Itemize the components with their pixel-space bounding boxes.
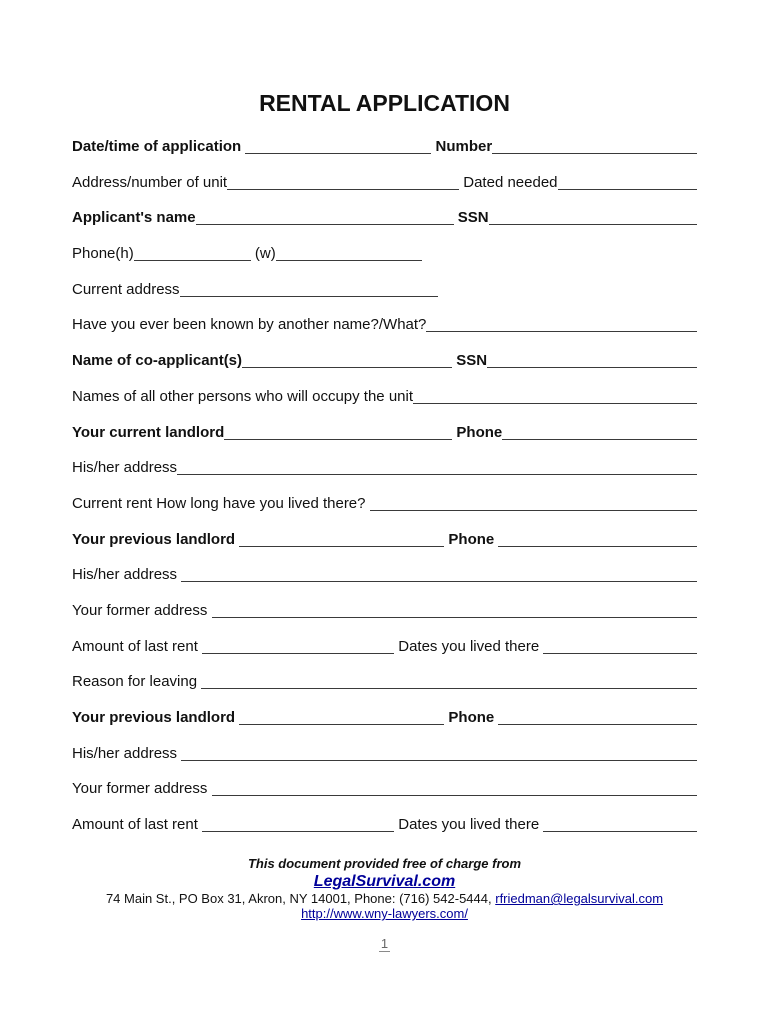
field-label: Date/time of application xyxy=(72,138,246,155)
fill-in-line[interactable] xyxy=(370,510,697,511)
field-label: SSN xyxy=(452,352,488,370)
form-row xyxy=(72,565,697,584)
fill-in-line[interactable] xyxy=(181,760,697,761)
field-label: His/her address xyxy=(72,566,182,584)
form-row xyxy=(72,351,697,370)
fill-in-line[interactable] xyxy=(245,153,431,154)
field-label: Name of co-applicant(s) xyxy=(72,352,243,370)
field-label: Address/number of unit xyxy=(72,173,228,191)
form-fields xyxy=(72,137,697,834)
fill-in-line[interactable] xyxy=(196,224,454,225)
footer xyxy=(72,856,697,951)
form-row xyxy=(72,779,697,798)
form-row xyxy=(72,815,697,834)
footer-address-text: 74 Main St., PO Box 31, Akron, NY 14001, Phone: (716) 542-5444, xyxy=(105,891,496,907)
field-label: Dated needed xyxy=(459,173,558,191)
field-label: (w) xyxy=(250,245,276,263)
field-label: Phone xyxy=(452,423,503,441)
form-row xyxy=(72,530,697,549)
field-label: Phone(h) xyxy=(72,245,134,263)
field-label: His/her address xyxy=(72,744,182,762)
form-row xyxy=(72,315,697,334)
footer-provided-text: This document provided free of charge from xyxy=(247,856,522,872)
fill-in-line[interactable] xyxy=(543,831,697,832)
form-row xyxy=(72,173,697,192)
field-label: Reason for leaving xyxy=(72,673,202,691)
fill-in-line[interactable] xyxy=(177,474,697,475)
footer-site-line xyxy=(72,872,697,891)
fill-in-line[interactable] xyxy=(413,403,697,404)
page-number-container xyxy=(72,936,697,951)
fill-in-line[interactable] xyxy=(202,653,394,654)
field-label: Have you ever been known by another name?/What? xyxy=(72,316,427,334)
form-row xyxy=(72,708,697,727)
fill-in-line[interactable] xyxy=(242,367,452,368)
form-row xyxy=(72,494,697,513)
footer-contact-line xyxy=(72,891,697,906)
fill-in-line[interactable] xyxy=(134,260,251,261)
fill-in-line[interactable] xyxy=(487,367,697,368)
field-label: His/her address xyxy=(72,459,178,477)
fill-in-line[interactable] xyxy=(227,189,459,190)
form-row xyxy=(72,672,697,691)
field-label: Current rent How long have you lived there? xyxy=(72,494,370,512)
fill-in-line[interactable] xyxy=(212,795,697,796)
fill-in-line[interactable] xyxy=(202,831,394,832)
field-label: Applicant's name xyxy=(72,209,196,227)
form-row xyxy=(72,423,697,442)
fill-in-line[interactable] xyxy=(426,331,697,332)
field-label: Names of all other persons who will occupy the unit xyxy=(72,387,414,405)
form-row xyxy=(72,244,697,263)
form-row xyxy=(72,601,697,620)
form-row xyxy=(72,637,697,656)
fill-in-line[interactable] xyxy=(212,617,697,618)
footer-website-line xyxy=(72,906,697,921)
fill-in-line[interactable] xyxy=(201,688,697,689)
fill-in-line[interactable] xyxy=(180,296,438,297)
field-label: Your current landlord xyxy=(72,423,225,441)
field-label: SSN xyxy=(453,209,489,227)
field-label: Amount of last rent xyxy=(72,637,203,655)
fill-in-line[interactable] xyxy=(489,224,697,225)
field-label: Dates you lived there xyxy=(394,637,544,655)
field-label: Your former address xyxy=(72,601,212,619)
page-number: 1 xyxy=(380,936,389,952)
field-label: Amount of last rent xyxy=(72,816,203,834)
form-row xyxy=(72,387,697,406)
legalsurvival-link[interactable]: LegalSurvival.com xyxy=(313,873,456,891)
field-label: Phone xyxy=(444,709,499,726)
fill-in-line[interactable] xyxy=(558,189,697,190)
form-row xyxy=(72,280,697,299)
field-label: Dates you lived there xyxy=(394,816,544,834)
form-row xyxy=(72,458,697,477)
fill-in-line[interactable] xyxy=(181,581,697,582)
field-label: Phone xyxy=(444,530,499,548)
field-label: Number xyxy=(431,138,493,155)
field-label: Current address xyxy=(72,280,180,298)
fill-in-line[interactable] xyxy=(492,153,697,154)
fill-in-line[interactable] xyxy=(224,439,452,440)
fill-in-line[interactable] xyxy=(498,546,697,547)
fill-in-line[interactable] xyxy=(239,546,444,547)
fill-in-line[interactable] xyxy=(502,439,697,440)
form-row xyxy=(72,208,697,227)
fill-in-line[interactable] xyxy=(239,724,444,725)
fill-in-line[interactable] xyxy=(498,724,697,725)
email-link[interactable]: rfriedman@legalsurvival.com xyxy=(495,891,664,907)
field-label: Your former address xyxy=(72,780,212,798)
form-row xyxy=(72,137,697,156)
website-link[interactable]: http://www.wny-lawyers.com/ xyxy=(301,906,468,922)
field-label: Your previous landlord xyxy=(72,530,240,548)
fill-in-line[interactable] xyxy=(276,260,422,261)
form-row xyxy=(72,744,697,763)
field-label: Your previous landlord xyxy=(72,709,240,726)
fill-in-line[interactable] xyxy=(543,653,697,654)
page-title: RENTAL APPLICATION xyxy=(259,90,510,116)
